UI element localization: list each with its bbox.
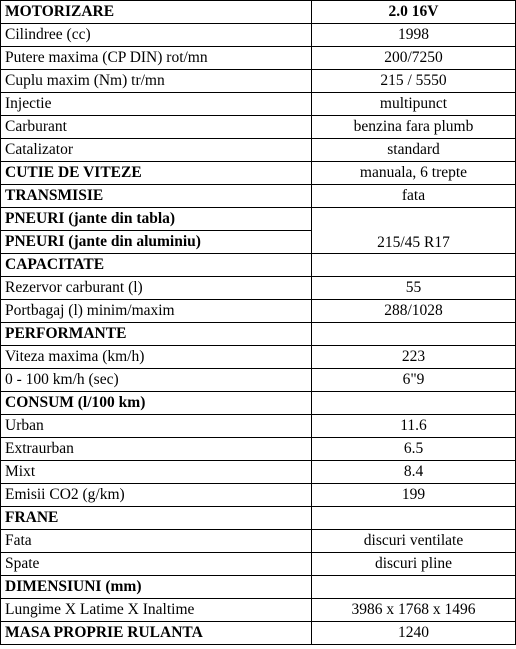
- spec-label: Putere maxima (CP DIN) rot/mn: [1, 47, 312, 70]
- table-row: [1, 208, 516, 231]
- table-row: [1, 277, 516, 300]
- table-row: [1, 323, 516, 346]
- table-row: [1, 139, 516, 162]
- table-row: [1, 576, 516, 599]
- table-row: [1, 185, 516, 208]
- spec-value-pneuri: 215/45 R17: [312, 208, 516, 254]
- spec-value: 223: [312, 346, 516, 369]
- section-heading-frane: FRANE: [1, 507, 312, 530]
- table-row: [1, 346, 516, 369]
- table-row: [1, 599, 516, 622]
- spec-value: benzina fara plumb: [312, 116, 516, 139]
- spec-value: [312, 323, 516, 346]
- spec-value: 8.4: [312, 461, 516, 484]
- section-heading-transmisie: TRANSMISIE: [1, 185, 312, 208]
- spec-value: discuri pline: [312, 553, 516, 576]
- spec-value: 288/1028: [312, 300, 516, 323]
- table-row: [1, 392, 516, 415]
- table-row: [1, 116, 516, 139]
- table-row: [1, 461, 516, 484]
- spec-value: 2.0 16V: [312, 1, 516, 24]
- spec-label: Carburant: [1, 116, 312, 139]
- table-row: [1, 438, 516, 461]
- spec-label: Urban: [1, 415, 312, 438]
- table-row: [1, 300, 516, 323]
- table-row: [1, 93, 516, 116]
- section-heading-masa-proprie: MASA PROPRIE RULANTA: [1, 622, 312, 645]
- table-row: [1, 484, 516, 507]
- section-heading-cutie-de-viteze: CUTIE DE VITEZE: [1, 162, 312, 185]
- table-row: [1, 622, 516, 645]
- spec-value: 199: [312, 484, 516, 507]
- section-heading-dimensiuni: DIMENSIUNI (mm): [1, 576, 312, 599]
- spec-value: 215 / 5550: [312, 70, 516, 93]
- spec-value: manuala, 6 trepte: [312, 162, 516, 185]
- spec-value: fata: [312, 185, 516, 208]
- table-row: [1, 70, 516, 93]
- spec-value: 6.5: [312, 438, 516, 461]
- table-row: [1, 553, 516, 576]
- spec-value: 6"9: [312, 369, 516, 392]
- spec-label: Rezervor carburant (l): [1, 277, 312, 300]
- spec-value: 55: [312, 277, 516, 300]
- spec-value: discuri ventilate: [312, 530, 516, 553]
- spec-label: Cilindree (cc): [1, 24, 312, 47]
- spec-label: Portbagaj (l) minim/maxim: [1, 300, 312, 323]
- table-row: [1, 47, 516, 70]
- spec-value: 1998: [312, 24, 516, 47]
- table-row: [1, 162, 516, 185]
- spec-label: Spate: [1, 553, 312, 576]
- table-row: [1, 530, 516, 553]
- spec-label: Injectie: [1, 93, 312, 116]
- spec-label: Catalizator: [1, 139, 312, 162]
- spec-value: 200/7250: [312, 47, 516, 70]
- spec-value: [312, 576, 516, 599]
- spec-value: standard: [312, 139, 516, 162]
- section-heading-capacitate: CAPACITATE: [1, 254, 312, 277]
- section-heading-performante: PERFORMANTE: [1, 323, 312, 346]
- spec-value: 1240: [312, 622, 516, 645]
- spec-label: Lungime X Latime X Inaltime: [1, 599, 312, 622]
- spec-value: multipunct: [312, 93, 516, 116]
- section-heading-pneuri-aluminiu: PNEURI (jante din aluminiu): [1, 231, 312, 254]
- spec-label: Mixt: [1, 461, 312, 484]
- spec-label: 0 - 100 km/h (sec): [1, 369, 312, 392]
- spec-label: Cuplu maxim (Nm) tr/mn: [1, 70, 312, 93]
- spec-label: Emisii CO2 (g/km): [1, 484, 312, 507]
- spec-label: Fata: [1, 530, 312, 553]
- section-heading-motorizare: MOTORIZARE: [1, 1, 312, 24]
- table-row: [1, 369, 516, 392]
- spec-value: 11.6: [312, 415, 516, 438]
- spec-value: 3986 x 1768 x 1496: [312, 599, 516, 622]
- spec-label: Viteza maxima (km/h): [1, 346, 312, 369]
- table-row: [1, 1, 516, 24]
- table-row: [1, 415, 516, 438]
- spec-value: [312, 392, 516, 415]
- spec-label: Extraurban: [1, 438, 312, 461]
- section-heading-pneuri-tabla: PNEURI (jante din tabla): [1, 208, 312, 231]
- spec-value: [312, 254, 516, 277]
- table-row: [1, 24, 516, 47]
- table-row: [1, 507, 516, 530]
- table-row: [1, 254, 516, 277]
- spec-value: [312, 507, 516, 530]
- section-heading-consum: CONSUM (l/100 km): [1, 392, 312, 415]
